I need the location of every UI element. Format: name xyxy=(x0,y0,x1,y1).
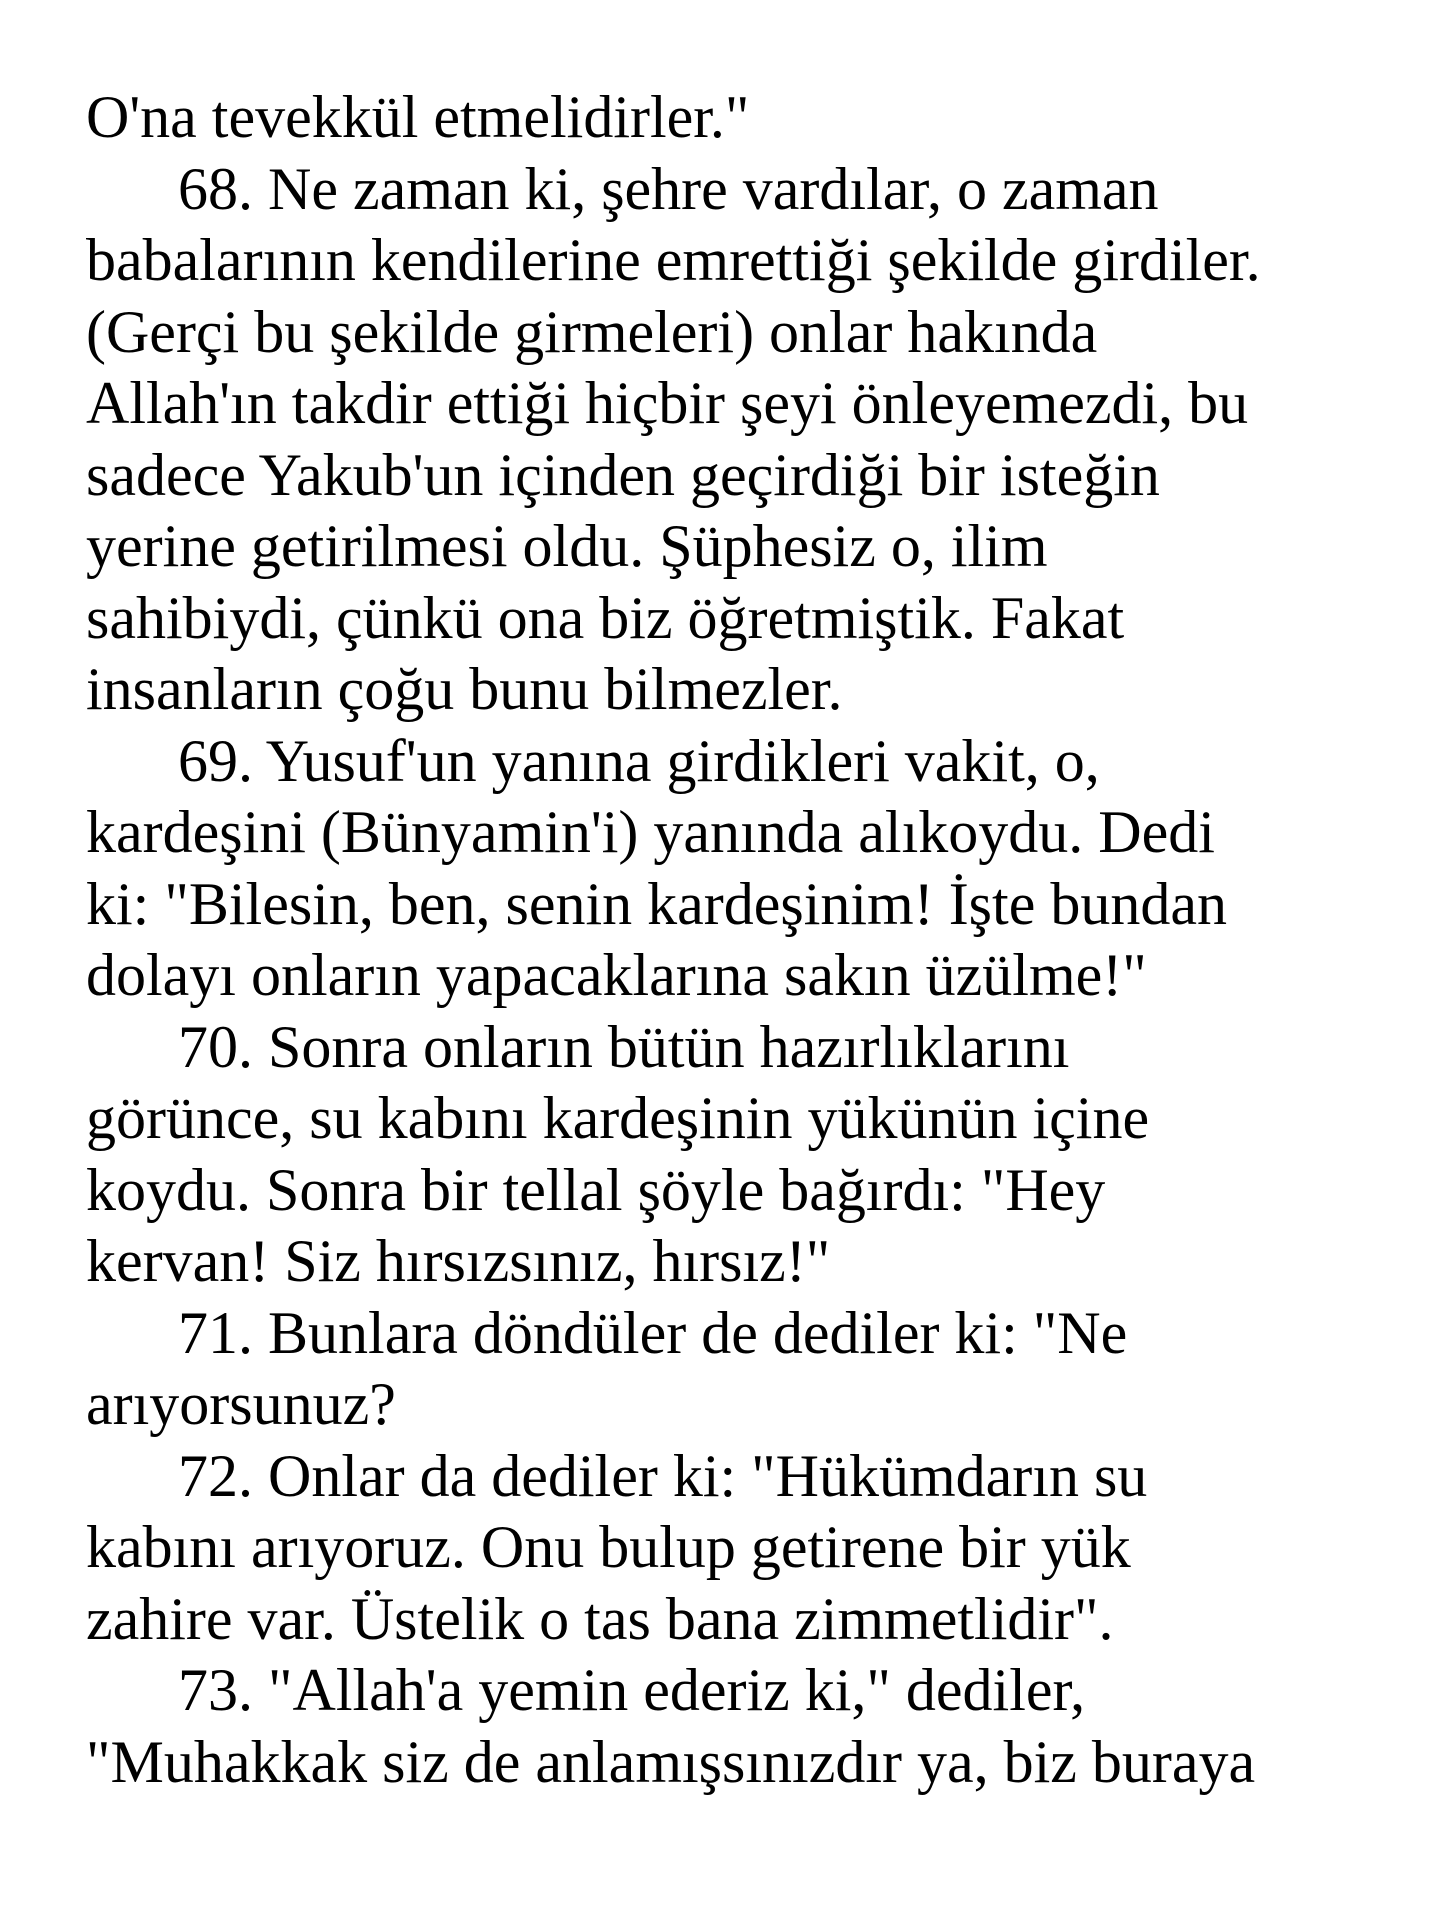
text-line: 68. Ne zaman ki, şehre vardılar, o zaman xyxy=(178,155,1159,222)
text-line: görünce, su kabını kardeşinin yükünün içine xyxy=(86,1085,1150,1151)
text-line: (Gerçi bu şekilde girmeleri) onlar hakında xyxy=(86,298,1098,365)
text-line: sadece Yakub'un içinden geçirdiği bir isteğin xyxy=(86,441,1160,508)
text-line: 69. Yusuf'un yanına girdikleri vakit, o, xyxy=(178,727,1100,794)
text-line: O'na tevekkül etmelidirler." xyxy=(86,84,750,150)
text-line: kabını arıyoruz. Onu bulup getirene bir yük xyxy=(86,1514,1131,1580)
text-line: 73. "Allah'a yemin ederiz ki," dediler, xyxy=(178,1657,1086,1723)
document-page xyxy=(86,82,1406,1798)
text-line: kervan! Siz hırsızsınız, hırsız!" xyxy=(86,1228,831,1294)
text-line: "Muhakkak siz de anlamışsınızdır ya, biz buraya xyxy=(86,1728,1256,1795)
text-line: 72. Onlar da dediler ki: "Hükümdarın su xyxy=(178,1442,1148,1509)
text-line: zahire var. Üstelik o tas bana zimmetlidir". xyxy=(86,1585,1114,1652)
text-line: insanların çoğu bunu bilmezler. xyxy=(86,656,843,722)
text-line: koydu. Sonra bir tellal şöyle bağırdı: "Hey xyxy=(86,1156,1106,1223)
text-line: ki: "Bilesin, ben, senin kardeşinim! İşte bundan xyxy=(86,870,1227,937)
text-line: 70. Sonra onların bütün hazırlıklarını xyxy=(178,1013,1070,1080)
text-line: Allah'ın takdir ettiği hiçbir şeyi önleyemezdi, bu xyxy=(86,370,1249,436)
text-line: arıyorsunuz? xyxy=(86,1371,396,1437)
text-line: babalarının kendilerine emrettiği şekilde girdiler. xyxy=(86,227,1261,293)
text-line: kardeşini (Bünyamin'i) yanında alıkoydu. Dedi xyxy=(86,799,1215,865)
text-line: 71. Bunlara döndüler de dediler ki: "Ne xyxy=(178,1299,1128,1366)
text-line: dolayı onların yapacaklarına sakın üzülme!" xyxy=(86,942,1147,1008)
text-line: sahibiydi, çünkü ona biz öğretmiştik. Fakat xyxy=(86,584,1125,651)
text-line: yerine getirilmesi oldu. Şüphesiz o, ilim xyxy=(86,513,1048,579)
